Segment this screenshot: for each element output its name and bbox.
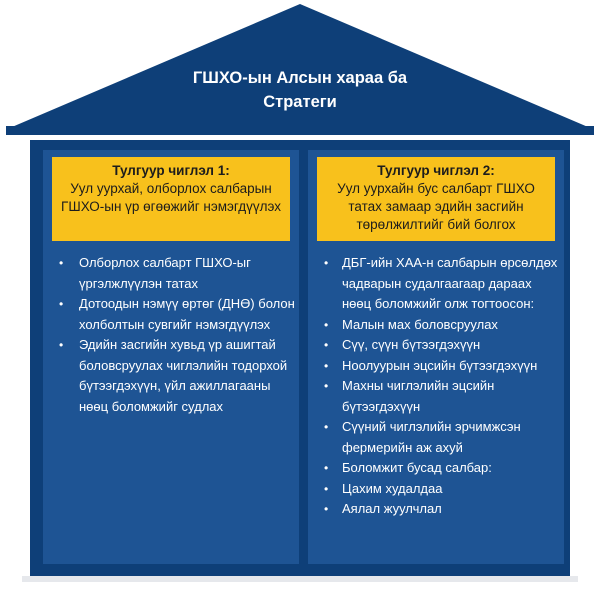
list-item: • Цахим худалдаа (314, 479, 560, 500)
list-item: • Малын мах боловсруулах (314, 315, 560, 336)
bullet-icon: • (324, 256, 329, 270)
roof-eave (6, 126, 594, 135)
pillar-1-subtitle: Уул уурхай, олборлох салбарын ГШХО-ын үр өгөөжийг нэмэгдүүлэх (61, 181, 281, 214)
bullet-icon: • (59, 256, 64, 270)
list-item: • Аялал жуулчлал (314, 499, 560, 520)
bullet-icon: • (324, 481, 329, 496)
list-item: • Махны чиглэлийн эцсийн бүтээгдэхүүн (324, 378, 495, 414)
list-item: • Дотоодын нэмүү өртөг (ДНӨ) болон холболтын сувгийг нэмэгдүүлэх (59, 296, 295, 332)
bullet-icon: • (324, 461, 329, 475)
pillar-2-subtitle: Уул уурхайн бус салбарт ГШХО татах замаар эдийн засгийн төрөлжилтийг бий болгох (337, 181, 535, 232)
title-line-2: Стратеги (263, 93, 337, 111)
list-item: • Сүү, сүүн бүтээгдэхүүн (314, 335, 560, 356)
bullet-icon: • (324, 502, 329, 516)
pillar-2 (308, 150, 564, 564)
pillar-1-header (52, 157, 290, 241)
bullet-icon: • (324, 317, 329, 332)
bullet-icon: • (324, 379, 329, 393)
list-item: • ДБГ-ийн ХАА-н салбарын өрсөлдөх чадварын судалгаагаар дараах нөөц боломжийг олж тогтоосон: (324, 255, 558, 311)
page-title (150, 66, 450, 114)
list-item: • Эдийн засгийн хувьд үр ашигтай боловсруулах чиглэлийн тодорхой бүтээгдэхүүн, үйл ажиллагааны нөөц боломжийг судлах (59, 337, 288, 414)
title-line-1: ГШХО-ын Алсын хараа ба (192, 69, 408, 87)
list-item: • Боломжит бусад салбар: (314, 458, 560, 479)
bullet-icon: • (324, 420, 329, 434)
bullet-icon: • (324, 358, 329, 373)
pillar-1-list (49, 253, 295, 417)
bullet-icon: • (59, 297, 64, 311)
list-item: • Олборлох салбарт ГШХО-ыг үргэлжлүүлэн татах (59, 255, 251, 291)
pillar-1-title: Тулгуур чиглэл 1: (112, 163, 230, 178)
pillar-2-title: Тулгуур чиглэл 2: (377, 163, 495, 178)
bullet-icon: • (324, 338, 329, 352)
pillar-2-list (314, 253, 560, 520)
ground-shadow (22, 576, 578, 582)
bullet-icon: • (59, 338, 64, 352)
list-item: • Ноолуурын эцсийн бүтээгдэхүүн (314, 356, 560, 377)
pillar-2-header (317, 157, 555, 241)
pillar-1 (43, 150, 299, 564)
list-item: • Сүүний чиглэлийн эрчимжсэн фермерийн аж ахуй (324, 419, 521, 455)
